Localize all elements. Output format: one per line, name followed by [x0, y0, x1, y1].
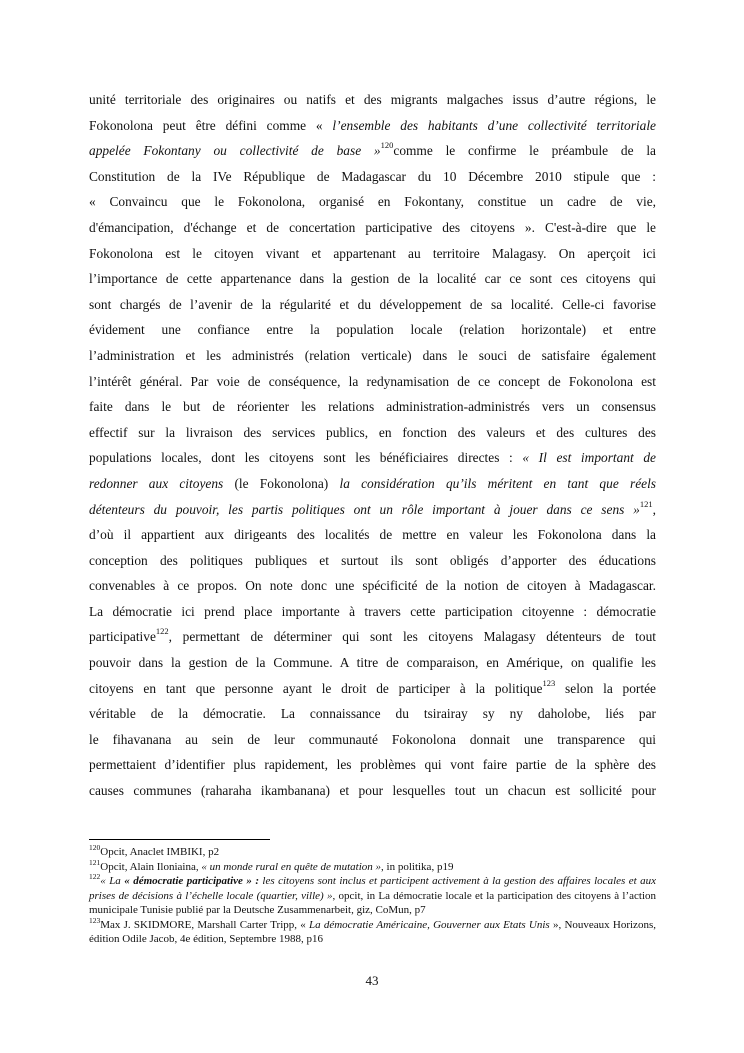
text-run: effectif sur la livraison des services publics, en fonction des valeurs et des cultures des: [89, 424, 656, 440]
text-run: , in politika, p19: [381, 860, 454, 873]
bold-italic-run: « démocratie participative » :: [124, 875, 259, 887]
text-run: Constitution de la IVe République de Madagascar du 10 Décembre 2010 stipule que :: [89, 168, 656, 184]
text-line: [89, 548, 656, 574]
text-line: [89, 292, 656, 318]
text-line: [89, 394, 656, 420]
text-run: sont chargés de l’avenir de la régularité et du développement de sa localité. Celle-ci favorise: [89, 296, 656, 312]
footnote-reference: 120: [380, 140, 394, 151]
text-line: [89, 727, 656, 753]
text-run: , opcit, in La démocratie locale et la participation des citoyens à l’action municipale Tunisie publié par la Deutsche Zusammenarbeit, giz, CoMun, p7: [89, 889, 656, 916]
text-run: véritable de la démocratie. La connaissance du tsirairay sy ny daholobe, liés par: [89, 706, 656, 722]
italic-run: La démocratie Américaine, Gouverner aux Etats Unis: [309, 918, 550, 931]
text-run: (le Fokonolona): [223, 475, 340, 491]
page-number: 43: [365, 973, 379, 988]
footnote: [89, 857, 656, 875]
text-run: populations locales, dont les citoyens sont les bénéficiaires directes :: [89, 450, 523, 466]
text-run: selon la portée: [555, 680, 656, 696]
text-run: participative: [89, 629, 156, 645]
text-run: convenables à ce propos. On note donc une spécificité de la notion de citoyen à Madagascar.: [89, 578, 656, 594]
text-run: , permettant de déterminer qui sont les citoyens Malagasy détenteurs de tout: [168, 629, 656, 645]
text-run: évidement une confiance entre la population locale (relation horizontale) et entre: [89, 322, 656, 338]
text-run: faite dans le but de réorienter les relations administration-administrés vers un consensus: [89, 399, 656, 415]
text-run: causes communes (raharaha ikambanana) et pour lesquelles tout un chacun est sollicité pour: [89, 783, 656, 799]
text-line: [89, 266, 656, 292]
text-line: [89, 317, 656, 343]
text-run: », Nouveaux Horizons, édition Odile Jacob, 4e édition, Septembre 1988, p16: [89, 918, 656, 945]
footnote-separator: [89, 839, 270, 840]
text-run: La démocratie ici prend place importante à travers cette participation citoyenne : démocratie: [89, 603, 656, 619]
italic-run: appelée Fokontany ou collectivité de base »: [89, 143, 381, 159]
text-run: d'émancipation, d'échange et de concertation participative des citoyens ». C'est-à-dire que le: [89, 219, 656, 235]
text-line: [89, 164, 656, 190]
text-line: [89, 189, 656, 215]
text-line: [89, 215, 656, 241]
text-run: citoyens en tant que personne ayant le droit de participer à la politique: [89, 680, 543, 696]
footnote: [89, 874, 656, 918]
text-run: Max J. SKIDMORE, Marshall Carter Tripp, «: [100, 918, 309, 931]
footnote-reference: 121: [89, 857, 101, 867]
body-paragraph: [89, 87, 656, 804]
text-line: [89, 676, 656, 702]
text-line: [89, 752, 656, 778]
text-run: Fokonolona peut être défini comme «: [89, 117, 333, 133]
text-line: [89, 624, 656, 650]
italic-run: l’ensemble des habitants d’une collectivité territoriale: [332, 117, 656, 133]
footnote-reference: 122: [155, 626, 169, 637]
footnote-reference: 123: [89, 915, 101, 925]
text-line: [89, 113, 656, 139]
text-line: [89, 343, 656, 369]
footnote-reference: 121: [639, 498, 653, 509]
italic-run: les citoyens sont inclus et participent activement à la gestion des affaires locales et aux prises de décisions à l’échelle locale (quartier, ville) »: [89, 875, 656, 902]
text-run: pouvoir dans la gestion de la Commune. A titre de comparaison, en Amérique, on qualifie les: [89, 655, 656, 671]
italic-run: « Il est important de: [522, 450, 657, 466]
text-run: permettaient d’identifier plus rapidement, les problèmes qui vont faire partie de la sphère des: [89, 757, 656, 773]
footnote-reference: 123: [542, 677, 556, 688]
italic-run: détenteurs du pouvoir, les partis politiques ont un rôle important à jouer dans ce sens »: [89, 501, 640, 517]
text-run: Fokonolona est le citoyen vivant et appartenant au territoire Malagasy. On aperçoit ici: [89, 245, 656, 261]
text-line: [89, 471, 656, 497]
text-line: [89, 87, 656, 113]
text-line: [89, 497, 656, 523]
text-run: l’importance de cette appartenance dans la gestion de la localité car ce sont ces citoyens qui: [89, 271, 656, 287]
text-run: Opcit, Alain Iloniaina,: [100, 860, 202, 873]
text-run: unité territoriale des originaires ou natifs et des migrants malgaches issus d’autre régions, le: [89, 92, 656, 107]
text-line: [89, 701, 656, 727]
text-line: [89, 369, 656, 395]
italic-run: redonner aux citoyens: [89, 475, 224, 491]
text-line: [89, 420, 656, 446]
text-line: [89, 778, 656, 804]
footnotes: [89, 845, 656, 947]
text-run: d’où il appartient aux dirigeants des localités de mettre en valeur les Fokonolona dans la: [89, 527, 656, 543]
footnote: [89, 845, 656, 860]
text-line: [89, 522, 656, 548]
text-run: « Convaincu que le Fokonolona, organisé en Fokontany, constitue un cadre de vie,: [89, 194, 656, 210]
text-line: [89, 241, 656, 267]
text-run: ,: [652, 501, 656, 517]
footnote-reference: 122: [89, 872, 101, 881]
italic-run: la considération qu’ils méritent en tant que réels: [339, 475, 657, 491]
text-line: [89, 650, 656, 676]
footnote: [89, 915, 656, 947]
text-line: [89, 138, 656, 164]
text-line: [89, 599, 656, 625]
text-run: l’administration et les administrés (relation verticale) dans le souci de satisfaire également: [89, 347, 656, 363]
text-run: conception des politiques publiques et surtout ils sont obligés d’apporter des éducations: [89, 552, 656, 568]
text-line: [89, 573, 656, 599]
footnote-reference: 120: [89, 843, 101, 852]
text-run: l’intérêt général. Par voie de conséquence, la redynamisation de ce concept de Fokonolona est: [89, 373, 656, 389]
italic-run: « La: [100, 875, 125, 887]
text-run: comme le confirme le préambule de la: [393, 143, 656, 159]
text-line: [89, 445, 656, 471]
text-run: Opcit, Anaclet IMBIKI, p2: [100, 846, 220, 858]
italic-run: « un monde rural en quête de mutation »: [201, 860, 382, 873]
text-run: le fihavanana au sein de leur communauté Fokonolona donnait une transparence qui: [89, 731, 656, 747]
